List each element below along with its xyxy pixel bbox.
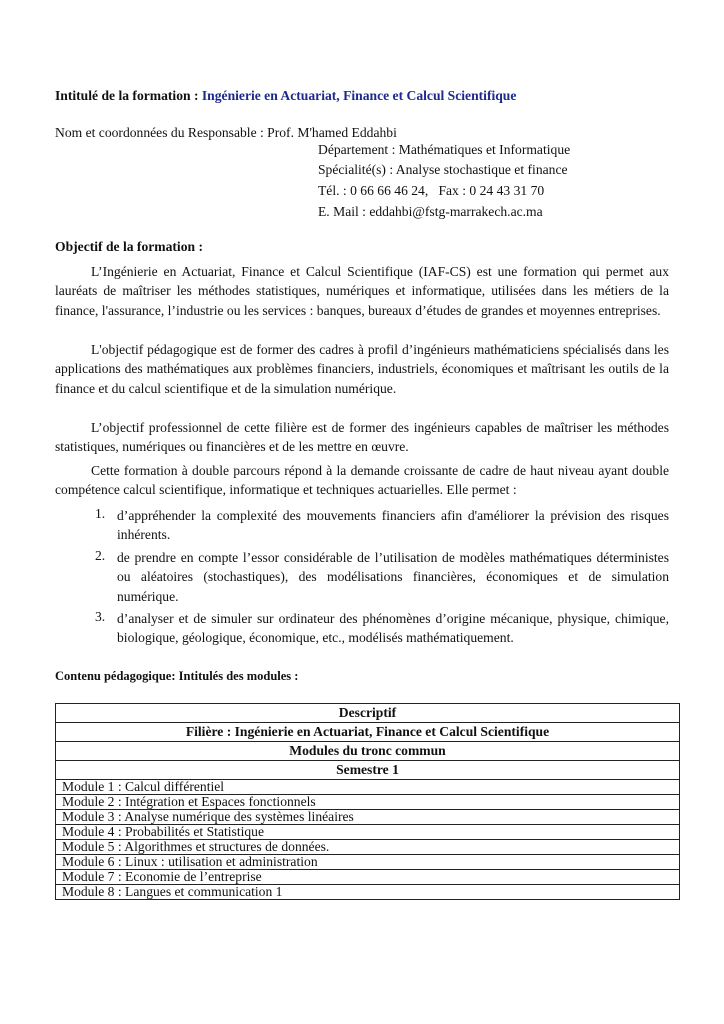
table-row	[56, 761, 680, 780]
module-cell: Module 3 : Analyse numérique des systèmes linéaires	[56, 810, 680, 825]
table-row	[56, 825, 680, 840]
table-row	[56, 810, 680, 825]
module-cell: Module 2 : Intégration et Espaces fonctionnels	[56, 795, 680, 810]
objectif-title: Objectif de la formation :	[55, 239, 203, 254]
table-row	[56, 840, 680, 855]
table-row	[56, 795, 680, 810]
objectif-paragraph: L’objectif professionnel de cette filière est de former des ingénieurs capables de maîtriser les méthodes statistiques, numériques ou financières et de les mettre en œuvre.	[55, 420, 669, 455]
table-row	[56, 723, 680, 742]
table-row	[56, 704, 680, 723]
list-number: 3.	[95, 609, 106, 624]
table-head-cell: Modules du tronc commun	[56, 742, 680, 761]
table-head-cell: Filière : Ingénierie en Actuariat, Finance et Calcul Scientifique	[56, 723, 680, 742]
formation-label: Intitulé de la formation :	[55, 88, 202, 103]
specialite-line: Spécialité(s) : Analyse stochastique et finance	[318, 162, 568, 177]
list-text: de prendre en compte l’essor considérable de l’utilisation de modèles mathématiques déterministes ou aléatoires (stochastiques), des modélisations financières, économiques et de simulation numérique.	[117, 550, 669, 604]
list-number: 1.	[95, 506, 106, 521]
list-text: d’appréhender la complexité des mouvements financiers afin d'améliorer la prévision des risques inhérents.	[117, 508, 669, 543]
responsable-line: Nom et coordonnées du Responsable : Prof. M'hamed Eddahbi	[55, 125, 397, 140]
module-cell: Module 6 : Linux : utilisation et administration	[56, 855, 680, 870]
modules-table	[55, 703, 680, 900]
departement-line: Département : Mathématiques et Informatique	[318, 142, 571, 157]
table-row	[56, 870, 680, 885]
table-head-cell: Semestre 1	[56, 761, 680, 780]
list-text: d’analyser et de simuler sur ordinateur des phénomènes d’origine mécanique, physique, chimique, biologique, géologique, économique, etc., modélisés mathématiquement.	[117, 611, 669, 646]
tel-fax-line: Tél. : 0 66 66 46 24, Fax : 0 24 43 31 70	[318, 183, 545, 198]
module-cell: Module 7 : Economie de l’entreprise	[56, 870, 680, 885]
module-cell: Module 1 : Calcul différentiel	[56, 780, 680, 795]
formation-name: Ingénierie en Actuariat, Finance et Calcul Scientifique	[201, 88, 517, 103]
email-line: E. Mail : eddahbi@fstg-marrakech.ac.ma	[318, 204, 543, 219]
table-row	[56, 742, 680, 761]
objectif-paragraph: L'objectif pédagogique est de former des cadres à profil d’ingénieurs mathématiciens spécialisés dans les applications des mathématiques aux problèmes financiers, industriels, économiques et maîtrisant les outils de la finance et du calcul scientifique et de la simulation numérique.	[55, 342, 669, 396]
table-head-cell: Descriptif	[56, 704, 680, 723]
module-cell: Module 8 : Langues et communication 1	[56, 885, 680, 900]
contenu-title: Contenu pédagogique: Intitulés des modules :	[55, 669, 299, 683]
module-cell: Module 4 : Probabilités et Statistique	[56, 825, 680, 840]
objectif-paragraph: L’Ingénierie en Actuariat, Finance et Calcul Scientifique (IAF-CS) est une formation qui permet aux lauréats de maîtriser les méthodes statistiques, numériques et informatique, utilisées dans les métiers de la finance, l'assurance, l’industrie ou les services : banques, bureaux d’études de grandes et moyennes entreprises.	[55, 264, 669, 318]
table-row	[56, 780, 680, 795]
table-row	[56, 885, 680, 900]
table-row	[56, 855, 680, 870]
module-cell: Module 5 : Algorithmes et structures de données.	[56, 840, 680, 855]
formation-title	[55, 89, 516, 104]
list-number: 2.	[95, 548, 106, 563]
objectif-paragraph: Cette formation à double parcours répond à la demande croissante de cadre de haut niveau ayant double compétence calcul scientifique, informatique et techniques actuarielles. Elle permet :	[55, 463, 669, 498]
